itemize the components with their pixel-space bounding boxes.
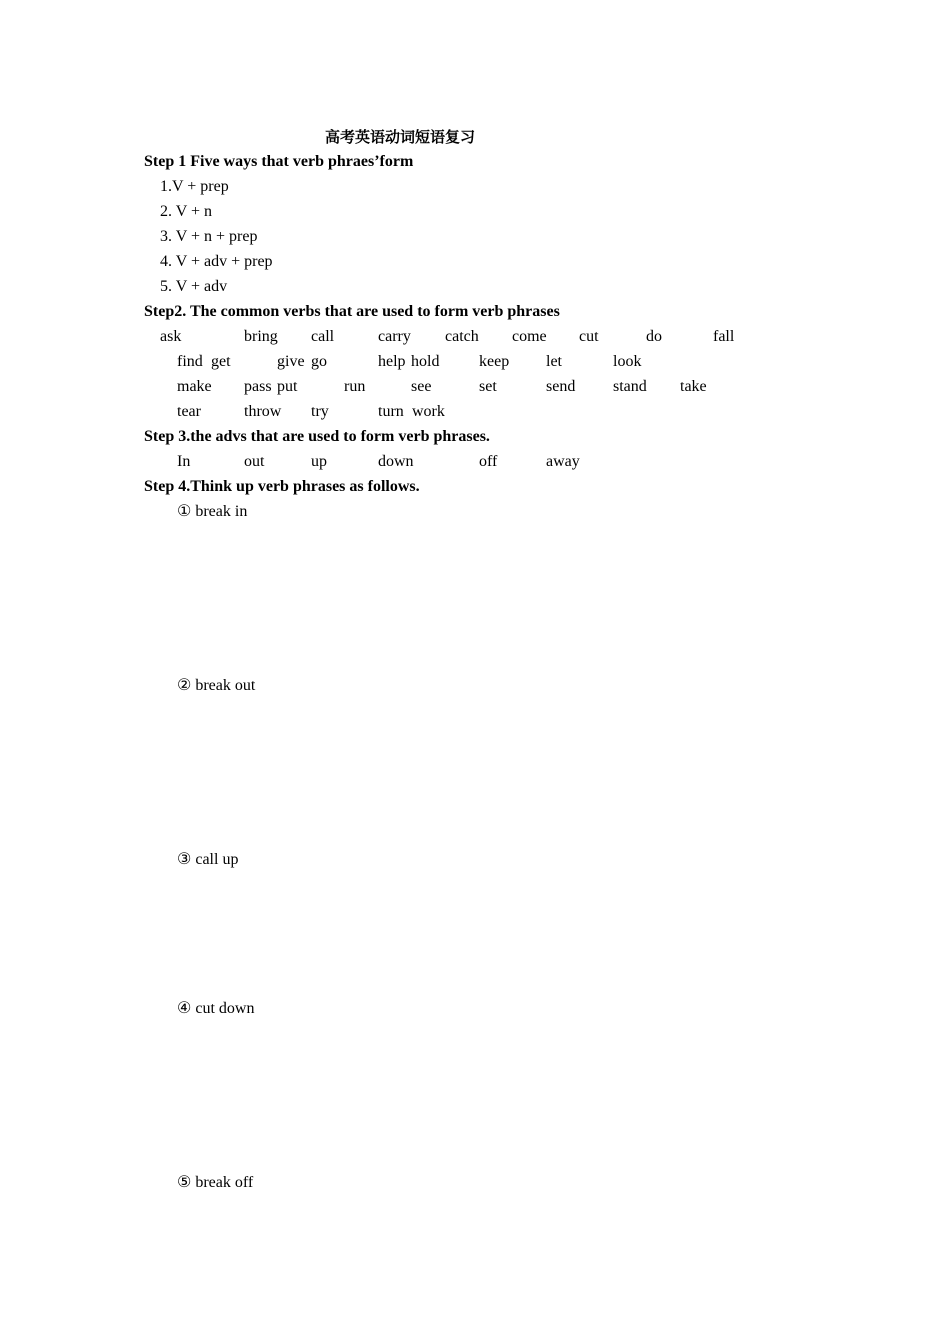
verb-word: take <box>680 378 707 395</box>
verb-word: call <box>311 328 335 345</box>
step1-item: 4. V + adv + prep <box>160 253 273 270</box>
phrase-item: ② break out <box>177 677 256 694</box>
phrase-item: ④ cut down <box>177 1000 255 1017</box>
verb-word: look <box>613 353 642 370</box>
verb-word: keep <box>479 353 510 370</box>
verb-word: cut <box>579 328 599 345</box>
adv-word: off <box>479 453 498 470</box>
step4-heading: Step 4.Think up verb phrases as follows. <box>144 478 420 495</box>
verb-word: see <box>411 378 432 395</box>
verb-word: catch <box>445 328 479 345</box>
verb-word: come <box>512 328 547 345</box>
verb-word: ask <box>160 328 182 345</box>
verb-word: hold <box>411 353 440 370</box>
verb-word: stand <box>613 378 647 395</box>
verb-word: send <box>546 378 576 395</box>
verb-word: carry <box>378 328 411 345</box>
verb-word: make <box>177 378 212 395</box>
verb-word: bring <box>244 328 278 345</box>
verb-word: turn <box>378 403 404 420</box>
step1-item: 5. V + adv <box>160 278 228 295</box>
verb-word: try <box>311 403 329 420</box>
adv-word: up <box>311 453 327 470</box>
phrase-item: ⑤ break off <box>177 1174 254 1191</box>
verb-word: find <box>177 353 203 370</box>
page-title: 高考英语动词短语复习 <box>325 128 476 146</box>
verb-word: give <box>277 353 305 370</box>
adv-word: away <box>546 453 580 470</box>
verb-word: pass <box>244 378 272 395</box>
adv-word: down <box>378 453 414 470</box>
verb-word: set <box>479 378 497 395</box>
verb-word: get <box>211 353 231 370</box>
step3-heading: Step 3.the advs that are used to form verb phrases. <box>144 428 490 445</box>
verb-word: do <box>646 328 662 345</box>
verb-word: put <box>277 378 298 395</box>
verb-word: tear <box>177 403 201 420</box>
verb-word: run <box>344 378 366 395</box>
adv-word: out <box>244 453 265 470</box>
verb-word: work <box>412 403 445 420</box>
phrase-item: ③ call up <box>177 851 239 868</box>
adv-word: In <box>177 453 191 470</box>
step1-heading: Step 1 Five ways that verb phraes’form <box>144 153 414 170</box>
step1-item: 3. V + n + prep <box>160 228 258 245</box>
verb-word: go <box>311 353 327 370</box>
step1-item: 2. V + n <box>160 203 212 220</box>
step2-heading: Step2. The common verbs that are used to form verb phrases <box>144 303 560 320</box>
verb-word: let <box>546 353 562 370</box>
phrase-item: ① break in <box>177 503 248 520</box>
verb-word: fall <box>713 328 735 345</box>
verb-word: help <box>378 353 406 370</box>
step1-item: 1.V + prep <box>160 178 229 195</box>
verb-word: throw <box>244 403 282 420</box>
